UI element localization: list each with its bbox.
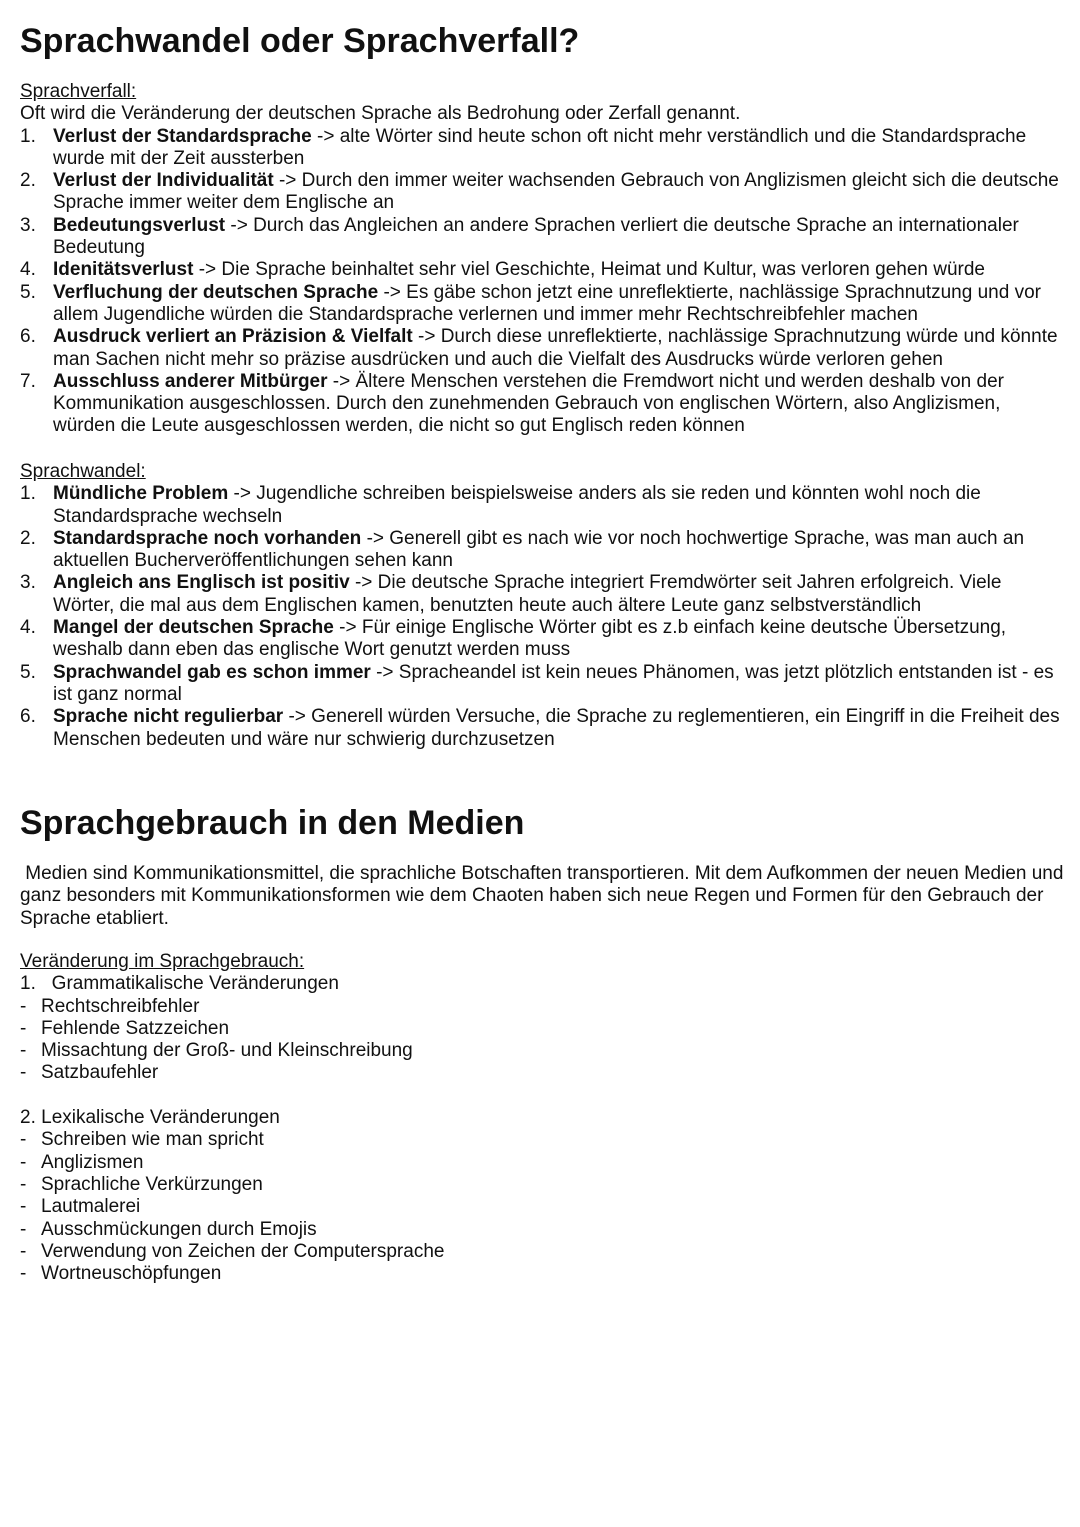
bullet-item bbox=[20, 1040, 1066, 1062]
item-text: -> Ältere Menschen verstehen die Fremdwort nicht und werden deshalb von der Kommunikation ausgeschlossen. Durch den zunehmenden Gebrauch von englischen Wörtern, also Anglizismen, würden die Leute ausgeschlossen werden, die nicht so gut Englisch reden können bbox=[53, 370, 1004, 437]
item-keyword: Verfluchung der deutschen Sprache bbox=[53, 281, 379, 303]
sprachverfall-list bbox=[20, 126, 1066, 438]
bullet-item bbox=[20, 1263, 1066, 1285]
bullet-item bbox=[20, 1219, 1066, 1241]
item-text: -> Generell würden Versuche, die Sprache zu reglementieren, ein Eingriff in die Freiheit des Menschen bedeuten und wäre nur schwierig durchzusetzen bbox=[53, 706, 1060, 750]
bullet-text: Anglizismen bbox=[41, 1151, 144, 1173]
item-keyword: Sprache nicht regulierbar bbox=[53, 706, 284, 728]
item-number: 3. bbox=[20, 214, 36, 236]
heading-sprachwandel-oder-sprachverfall: Sprachwandel oder Sprachverfall? bbox=[20, 22, 580, 60]
list-item bbox=[20, 282, 1066, 327]
item-number: 1. bbox=[20, 483, 36, 505]
item-keyword: Standardsprache noch vorhanden bbox=[53, 527, 362, 549]
item-keyword: Angleich ans Englisch ist positiv bbox=[53, 572, 350, 594]
bullet-item bbox=[20, 1129, 1066, 1151]
item-text: -> Durch den immer weiter wachsenden Gebrauch von Anglizismen gleicht sich die deutsche Sprache immer weiter dem Englische an bbox=[53, 170, 1059, 214]
bullet-item bbox=[20, 1018, 1066, 1040]
bullet-item bbox=[20, 1241, 1066, 1263]
item-number: 5. bbox=[20, 281, 36, 303]
item-text: -> Generell gibt es nach wie vor noch hochwertige Sprache, was man auch an aktuellen Bucherveröffentlichungen sehen kann bbox=[53, 527, 1025, 572]
dash-bullet: - bbox=[20, 1263, 27, 1285]
item-keyword: Bedeutungsverlust bbox=[53, 214, 226, 236]
item-number: 4. bbox=[20, 617, 36, 639]
item-text: -> Für einige Englische Wörter gibt es z.b einfach keine deutsche Übersetzung, weshalb dann eben das englische Wort genutzt werden muss bbox=[53, 617, 1007, 661]
dash-bullet: - bbox=[20, 1218, 27, 1240]
bullet-item bbox=[20, 996, 1066, 1018]
section-sprachwandel bbox=[20, 461, 1066, 751]
list-item bbox=[20, 483, 1066, 528]
group-lexikalisch-title: 2. Lexikalische Veränderungen bbox=[20, 1107, 280, 1129]
bullet-text: Schreiben wie man spricht bbox=[41, 1129, 264, 1151]
bullet-text: Rechtschreibfehler bbox=[41, 995, 200, 1017]
item-keyword: Ausschluss anderer Mitbürger bbox=[53, 370, 328, 392]
dash-bullet: - bbox=[20, 1240, 27, 1262]
list-item bbox=[20, 371, 1066, 438]
list-item bbox=[20, 170, 1066, 215]
item-text: -> Die deutsche Sprache integriert Fremdwörter seit Jahren erfolgreich. Viele Wörter, die mal aus dem Englischen kamen, benutzten heute auch ältere Leute ganz selbstverständlich bbox=[53, 572, 1002, 616]
item-number: 5. bbox=[20, 661, 36, 683]
item-text: -> alte Wörter sind heute schon oft nicht mehr verständlich und die Standardsprache wurde mit der Zeit aussterben bbox=[53, 125, 1027, 169]
list-item bbox=[20, 259, 1066, 281]
item-number: 1. bbox=[20, 125, 36, 147]
item-keyword: Mangel der deutschen Sprache bbox=[53, 617, 334, 639]
group-grammatikalisch-title: 1. Grammatikalische Veränderungen bbox=[20, 973, 339, 995]
item-keyword: Verlust der Individualität bbox=[53, 170, 274, 192]
dash-bullet: - bbox=[20, 1040, 27, 1062]
item-number: 2. bbox=[20, 527, 36, 549]
bullet-text: Satzbaufehler bbox=[41, 1062, 159, 1084]
section-sprachverfall bbox=[20, 81, 1066, 438]
subheading-sprachverfall: Sprachverfall: bbox=[20, 81, 137, 102]
bullet-text: Missachtung der Groß- und Kleinschreibung bbox=[41, 1040, 413, 1062]
list-item bbox=[20, 572, 1066, 617]
dash-bullet: - bbox=[20, 1017, 27, 1039]
item-keyword: Mündliche Problem bbox=[53, 483, 229, 505]
item-keyword: Ausdruck verliert an Präzision & Vielfalt bbox=[53, 326, 413, 348]
bullet-text: Fehlende Satzzeichen bbox=[41, 1017, 230, 1039]
heading-sprachgebrauch-in-den-medien: Sprachgebrauch in den Medien bbox=[20, 804, 525, 842]
item-text: -> Spracheandel ist kein neues Phänomen, was jetzt plötzlich entstanden ist - es ist ganz normal bbox=[53, 661, 1054, 705]
bullet-item bbox=[20, 1062, 1066, 1084]
grammatikalisch-list bbox=[20, 996, 1066, 1085]
dash-bullet: - bbox=[20, 1196, 27, 1218]
item-number: 6. bbox=[20, 326, 36, 348]
subheading-veraenderung: Veränderung im Sprachgebrauch: bbox=[20, 951, 305, 972]
list-item bbox=[20, 706, 1066, 751]
dash-bullet: - bbox=[20, 995, 27, 1017]
bullet-text: Wortneuschöpfungen bbox=[41, 1263, 222, 1285]
item-keyword: Verlust der Standardsprache bbox=[53, 125, 312, 147]
bullet-item bbox=[20, 1196, 1066, 1218]
item-keyword: Idenitätsverlust bbox=[53, 259, 194, 281]
item-text: -> Durch diese unreflektierte, nachlässige Sprachnutzung würde und könnte man Sachen nicht mehr so präzise ausdrücken und auch die Vielfalt des Ausdrucks würde verloren gehen bbox=[53, 326, 1058, 370]
sprachwandel-list bbox=[20, 483, 1066, 751]
bullet-item bbox=[20, 1152, 1066, 1174]
item-text: -> Es gäbe schon jetzt eine unreflektierte, nachlässige Sprachnutzung und vor allem Jugendliche würden die Standardsprache verlernen und immer mehr Rechtschreibfehler machen bbox=[53, 281, 1041, 325]
section-veraenderung bbox=[20, 951, 1066, 1285]
medien-paragraph: Medien sind Kommunikationsmittel, die sprachliche Botschaften transportieren. Mit dem Aufkommen der neuen Medien und ganz besonders mit Kommunikationsformen wie dem Chaoten haben sich neue Regen und Formen für den Gebrauch der Sprache etabliert. bbox=[20, 863, 1069, 929]
dash-bullet: - bbox=[20, 1129, 27, 1151]
subheading-sprachwandel: Sprachwandel: bbox=[20, 461, 146, 482]
list-item bbox=[20, 126, 1066, 171]
list-item bbox=[20, 617, 1066, 662]
bullet-text: Verwendung von Zeichen der Computersprache bbox=[41, 1240, 445, 1262]
intro-text: Oft wird die Veränderung der deutschen Sprache als Bedrohung oder Zerfall genannt. bbox=[20, 103, 741, 125]
item-number: 6. bbox=[20, 706, 36, 728]
item-number: 7. bbox=[20, 370, 36, 392]
item-number: 4. bbox=[20, 259, 36, 281]
list-item bbox=[20, 662, 1066, 707]
item-text: -> Jugendliche schreiben beispielsweise anders als sie reden und könnten wohl noch die Standardsprache wechseln bbox=[53, 483, 981, 527]
list-item bbox=[20, 326, 1066, 371]
bullet-item bbox=[20, 1174, 1066, 1196]
dash-bullet: - bbox=[20, 1173, 27, 1195]
list-item bbox=[20, 528, 1066, 573]
item-number: 3. bbox=[20, 572, 36, 594]
item-number: 2. bbox=[20, 170, 36, 192]
dash-bullet: - bbox=[20, 1151, 27, 1173]
bullet-text: Lautmalerei bbox=[41, 1196, 141, 1218]
lexikalisch-list bbox=[20, 1129, 1066, 1285]
dash-bullet: - bbox=[20, 1062, 27, 1084]
item-text: -> Die Sprache beinhaltet sehr viel Geschichte, Heimat und Kultur, was verloren gehen würde bbox=[193, 259, 985, 281]
bullet-text: Sprachliche Verkürzungen bbox=[41, 1173, 263, 1195]
item-text: -> Durch das Angleichen an andere Sprachen verliert die deutsche Sprache an internationaler Bedeutung bbox=[53, 214, 1019, 259]
item-keyword: Sprachwandel gab es schon immer bbox=[53, 661, 371, 683]
bullet-text: Ausschmückungen durch Emojis bbox=[41, 1218, 317, 1240]
list-item bbox=[20, 215, 1066, 260]
